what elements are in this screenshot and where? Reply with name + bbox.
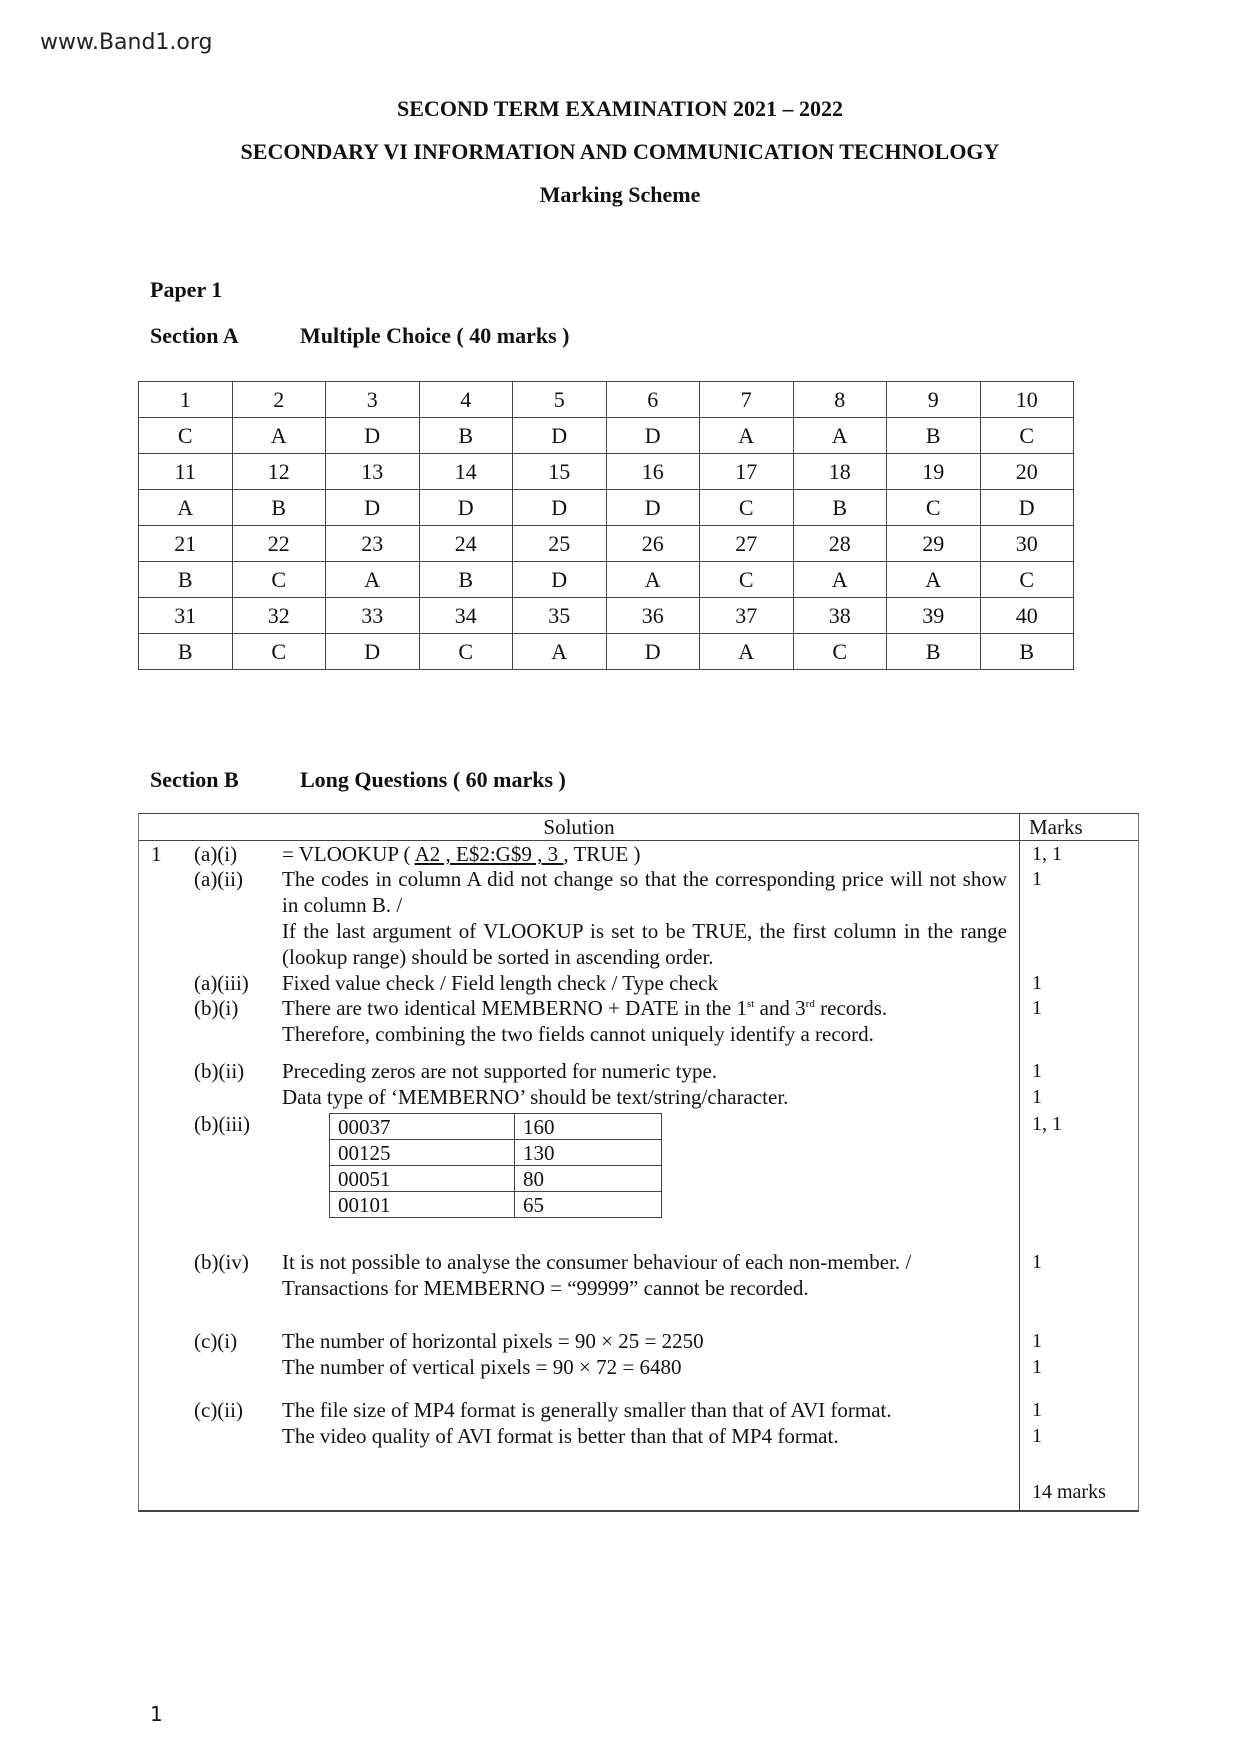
text-fragment: records. [814, 996, 888, 1020]
question-number-cell: 17 [700, 454, 794, 490]
question-number-cell: 39 [887, 598, 981, 634]
answer-text [282, 995, 1007, 1047]
answer-key-cell: B [232, 490, 326, 526]
answer-key-cell: A [887, 562, 981, 598]
part-label: (b)(ii) [194, 1059, 245, 1083]
ordinal-suffix: st [746, 998, 755, 1010]
member-spending-result-table [329, 1113, 662, 1218]
answer-key-cell: D [326, 418, 420, 454]
answer-key-cell: D [606, 418, 700, 454]
question-number-cell: 30 [980, 526, 1074, 562]
question-number-cell: 3 [326, 382, 420, 418]
question-number-cell: 24 [419, 526, 513, 562]
answer-line: The number of horizontal pixels = 90 × 25 = 2250 [282, 1329, 704, 1353]
question-number-cell: 16 [606, 454, 700, 490]
question-number-cell: 23 [326, 526, 420, 562]
marks-value: 1, 1 [1032, 1113, 1062, 1135]
part-label: (a)(ii) [194, 867, 243, 891]
exam-title: SECOND TERM EXAMINATION 2021 – 2022 [397, 96, 843, 121]
answer-key-cell: B [419, 418, 513, 454]
answer-text [282, 1328, 1007, 1380]
question-number-cell: 1 [139, 382, 233, 418]
amount-cell: 65 [515, 1192, 662, 1218]
question-number-row [139, 598, 1074, 634]
section-a-label: Section A [150, 323, 239, 348]
question-number-cell: 21 [139, 526, 233, 562]
answer-line: Transactions for MEMBERNO = “99999” cannot be recorded. [282, 1276, 809, 1300]
marks-column-divider [1019, 814, 1020, 1510]
answer-key-cell: D [513, 418, 607, 454]
answer-text [282, 1058, 1007, 1110]
watermark-site-url: www.Band1.org [40, 30, 213, 55]
member-number-cell: 00037 [330, 1114, 515, 1140]
answer-text: Fixed value check / Field length check / Type check [282, 971, 719, 995]
answer-key-cell: A [139, 490, 233, 526]
marks-value: 1 [1032, 1330, 1042, 1352]
question-number-cell: 36 [606, 598, 700, 634]
page-number: 1 [150, 1702, 163, 1726]
answer-key-row [139, 562, 1074, 598]
question-number-cell: 4 [419, 382, 513, 418]
part-label: (b)(i) [194, 996, 239, 1020]
answer-key-cell: C [793, 634, 887, 670]
answer-key-cell: D [513, 562, 607, 598]
answer-key-row [139, 490, 1074, 526]
marks-values [1032, 1058, 1042, 1110]
question-number-cell: 22 [232, 526, 326, 562]
marks-value: 1 [1032, 1086, 1042, 1108]
answer-key-cell: B [887, 418, 981, 454]
part-label: (a)(iii) [194, 971, 249, 995]
answer-line: If the last argument of VLOOKUP is set to be TRUE, the first column in the range (lookup range) should be sorted in ascending order. [282, 919, 1007, 969]
question-number-row [139, 382, 1074, 418]
answer-text [282, 1249, 1007, 1301]
marks-value: 1 [1032, 1060, 1042, 1082]
question-number: 1 [151, 842, 162, 866]
result-table-row [330, 1114, 662, 1140]
answer-key-cell: C [139, 418, 233, 454]
question-number-cell: 34 [419, 598, 513, 634]
part-label: (c)(ii) [194, 1398, 243, 1422]
formula-prefix: = VLOOKUP ( [282, 842, 415, 866]
answer-key-cell: A [793, 418, 887, 454]
solution-column-header: Solution [543, 815, 615, 839]
result-table-row [330, 1140, 662, 1166]
answer-key-cell: B [887, 634, 981, 670]
answer-key-cell: B [419, 562, 513, 598]
answer-key-row [139, 418, 1074, 454]
answer-key-cell: C [980, 418, 1074, 454]
question-number-cell: 13 [326, 454, 420, 490]
answer-key-cell: C [232, 634, 326, 670]
part-label: (b)(iv) [194, 1250, 249, 1274]
question-number-cell: 6 [606, 382, 700, 418]
marks-values [1032, 1397, 1042, 1449]
long-questions-table [138, 813, 1139, 1512]
answer-key-cell: A [606, 562, 700, 598]
result-table-row [330, 1166, 662, 1192]
answer-text [282, 866, 1007, 970]
member-number-cell: 00101 [330, 1192, 515, 1218]
answer-key-cell: D [513, 490, 607, 526]
question-number-row [139, 526, 1074, 562]
answer-key-cell: B [139, 634, 233, 670]
answer-line: The codes in column A did not change so that the corresponding price will not show in column B. / [282, 867, 1007, 917]
text-fragment: There are two identical MEMBERNO + DATE in the 1 [282, 996, 747, 1020]
paper-heading: Paper 1 [150, 277, 223, 302]
question-number-cell: 5 [513, 382, 607, 418]
question-number-cell: 32 [232, 598, 326, 634]
marks-value: 1 [1032, 1356, 1042, 1378]
answer-key-cell: C [419, 634, 513, 670]
member-number-cell: 00051 [330, 1166, 515, 1192]
answer-key-cell: D [326, 634, 420, 670]
document-type: Marking Scheme [539, 182, 701, 207]
marks-value: 1 [1032, 997, 1042, 1019]
question-number-cell: 27 [700, 526, 794, 562]
section-a-title: Multiple Choice ( 40 marks ) [300, 323, 570, 348]
amount-cell: 80 [515, 1166, 662, 1192]
marks-column-header: Marks [1029, 815, 1083, 839]
answer-key-cell: C [887, 490, 981, 526]
question-number-cell: 7 [700, 382, 794, 418]
question-number-cell: 28 [793, 526, 887, 562]
answer-text [282, 841, 1007, 867]
answer-key-cell: A [700, 634, 794, 670]
answer-key-cell: B [980, 634, 1074, 670]
question-number-cell: 26 [606, 526, 700, 562]
part-label: (a)(i) [194, 842, 238, 866]
question-number-cell: 33 [326, 598, 420, 634]
answer-key-cell: A [793, 562, 887, 598]
text-fragment: and 3 [754, 996, 806, 1020]
answer-line: The number of vertical pixels = 90 × 72 = 6480 [282, 1355, 682, 1379]
amount-cell: 130 [515, 1140, 662, 1166]
answer-key-cell: C [980, 562, 1074, 598]
multiple-choice-answer-table [138, 381, 1074, 670]
amount-cell: 160 [515, 1114, 662, 1140]
answer-key-cell: D [606, 490, 700, 526]
marks-value: 1 [1032, 1251, 1042, 1273]
answer-key-row [139, 634, 1074, 670]
answer-key-cell: B [139, 562, 233, 598]
answer-text [282, 1397, 1007, 1449]
question-number-cell: 31 [139, 598, 233, 634]
question-number-cell: 35 [513, 598, 607, 634]
question-number-cell: 8 [793, 382, 887, 418]
formula-key-arguments: A2 , E$2:G$9 , 3 [414, 842, 564, 866]
answer-key-cell: D [419, 490, 513, 526]
answer-key-cell: D [326, 490, 420, 526]
total-marks: 14 marks [1032, 1481, 1106, 1503]
answer-key-cell: C [700, 490, 794, 526]
part-label: (b)(iii) [194, 1112, 250, 1136]
formula-suffix: , TRUE ) [563, 842, 641, 866]
answer-key-cell: A [326, 562, 420, 598]
answer-key-cell: A [700, 418, 794, 454]
part-label: (c)(i) [194, 1329, 238, 1353]
answer-key-cell: D [980, 490, 1074, 526]
answer-key-cell: A [513, 634, 607, 670]
result-table-row [330, 1192, 662, 1218]
answer-line [282, 995, 1007, 1021]
marks-value: 1 [1032, 1425, 1042, 1447]
answer-key-cell: C [700, 562, 794, 598]
marks-value: 1 [1032, 1399, 1042, 1421]
question-number-cell: 19 [887, 454, 981, 490]
question-number-cell: 20 [980, 454, 1074, 490]
question-number-cell: 25 [513, 526, 607, 562]
answer-key-cell: C [232, 562, 326, 598]
answer-key-cell: D [606, 634, 700, 670]
answer-line: It is not possible to analyse the consumer behaviour of each non-member. / [282, 1250, 912, 1274]
question-number-cell: 11 [139, 454, 233, 490]
question-number-cell: 15 [513, 454, 607, 490]
answer-line: Data type of ‘MEMBERNO’ should be text/string/character. [282, 1085, 789, 1109]
question-number-cell: 37 [700, 598, 794, 634]
question-number-cell: 14 [419, 454, 513, 490]
question-number-cell: 40 [980, 598, 1074, 634]
question-number-cell: 18 [793, 454, 887, 490]
answer-line: The file size of MP4 format is generally smaller than that of AVI format. [282, 1398, 892, 1422]
answer-line: Therefore, combining the two fields cannot uniquely identify a record. [282, 1022, 874, 1046]
marks-value: 1, 1 [1032, 843, 1062, 865]
marks-value: 1 [1032, 868, 1042, 890]
question-number-cell: 2 [232, 382, 326, 418]
ordinal-suffix: rd [805, 998, 815, 1010]
question-number-cell: 38 [793, 598, 887, 634]
subject-title: SECONDARY VI INFORMATION AND COMMUNICATION TECHNOLOGY [240, 139, 1000, 164]
member-number-cell: 00125 [330, 1140, 515, 1166]
answer-line: The video quality of AVI format is better than that of MP4 format. [282, 1424, 839, 1448]
answer-key-cell: A [232, 418, 326, 454]
question-number-cell: 12 [232, 454, 326, 490]
marks-values [1032, 1328, 1042, 1380]
question-number-cell: 29 [887, 526, 981, 562]
answer-key-cell: B [793, 490, 887, 526]
question-number-row [139, 454, 1074, 490]
question-number-cell: 10 [980, 382, 1074, 418]
marks-value: 1 [1032, 972, 1042, 994]
section-b-label: Section B [150, 767, 239, 792]
answer-line: Preceding zeros are not supported for numeric type. [282, 1059, 718, 1083]
section-b-title: Long Questions ( 60 marks ) [300, 767, 566, 792]
question-number-cell: 9 [887, 382, 981, 418]
